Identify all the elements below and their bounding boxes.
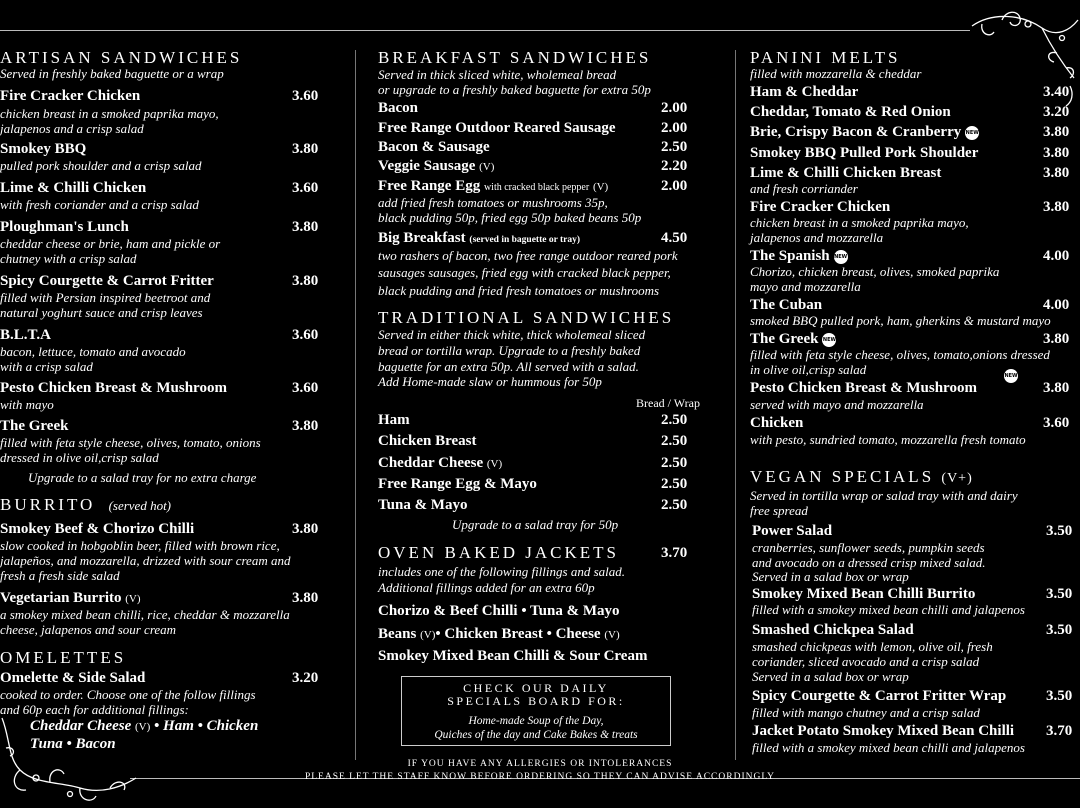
- menu-item-desc: with pesto, sundried tomato, mozzarella fresh tomato: [750, 432, 1026, 447]
- menu-item-price: 3.80: [1043, 145, 1070, 161]
- menu-item-desc: slow cooked in hobgoblin beer, filled with brown rice,: [0, 538, 280, 553]
- menu-item-name: Chicken: [750, 415, 804, 431]
- menu-item-name: Pesto Chicken Breast & Mushroom: [0, 380, 227, 396]
- top-rule: [0, 30, 970, 31]
- menu-item-desc: Served in a salad box or wrap: [752, 569, 909, 584]
- allergy-notice-line2: PLEASE LET THE STAFF KNOW BEFORE ORDERING SO THEY CAN ADVISE ACCORDINGLY: [304, 772, 776, 782]
- board-title-1: CHECK OUR DAILY: [463, 681, 609, 695]
- menu-item-name: Smokey BBQ Pulled Pork Shoulder: [750, 145, 979, 161]
- menu-item-name: Tuna & Mayo: [378, 497, 468, 513]
- menu-item-desc: cheddar cheese or brie, ham and pickle or: [0, 236, 221, 251]
- menu-item-desc: black pudding and fried fresh tomatoes or mushrooms: [378, 283, 660, 298]
- breakfast-title: BREAKFAST SANDWICHES: [378, 48, 652, 67]
- menu-item-desc: jalapenos and a crisp salad: [0, 121, 144, 136]
- traditional-upgrade-note: Upgrade to a salad tray for 50p: [452, 517, 619, 532]
- traditional-subtitle: bread or tortilla wrap. Upgrade to a freshly baked: [378, 343, 641, 358]
- menu-item-name-text: Free Range Egg: [378, 178, 481, 194]
- vegan-subtitle: free spread: [750, 503, 808, 518]
- menu-item-name: Spicy Courgette & Carrot Fritter Wrap: [752, 688, 1007, 704]
- menu-item-desc: cranberries, sunflower seeds, pumpkin seeds: [752, 540, 985, 555]
- menu-item-desc: natural yoghurt sauce and crisp leaves: [0, 305, 203, 320]
- breakfast-subtitle: or upgrade to a freshly baked baguette for extra 50p: [378, 82, 651, 97]
- menu-item-desc: served with mayo and mozzarella: [750, 397, 924, 412]
- column-divider-right: [735, 50, 736, 760]
- menu-item-desc: filled with mango chutney and a crisp salad: [752, 705, 980, 720]
- menu-item-name: Chicken Breast: [378, 433, 477, 449]
- menu-item-price: 3.20: [292, 670, 319, 686]
- menu-item-desc: chicken breast in a smoked paprika mayo,: [0, 106, 219, 121]
- menu-item-desc: in olive oil,crisp salad: [750, 362, 867, 377]
- menu-item-desc: pulled pork shoulder and a crisp salad: [0, 158, 202, 173]
- menu-item-desc: with mayo: [0, 397, 54, 412]
- menu-item-name: Smokey Mixed Bean Chilli Burrito: [752, 586, 976, 602]
- menu-item-name: Bacon: [378, 100, 419, 116]
- menu-item-name: Bacon & Sausage: [378, 139, 490, 155]
- menu-item-price: 2.50: [661, 139, 688, 155]
- menu-item-price: 4.00: [1043, 248, 1070, 264]
- panini-title: PANINI MELTS: [750, 48, 901, 67]
- menu-item-name: Smokey BBQ: [0, 141, 87, 157]
- menu-item-name: B.L.T.A: [0, 327, 51, 343]
- menu-item-name: [750, 248, 848, 265]
- menu-item-name: [378, 178, 608, 196]
- menu-item-desc: jalapeños, and mozzarella, drizzed with sour cream and: [0, 553, 291, 568]
- column-divider-left: [355, 50, 356, 760]
- new-badge-icon: NEW: [965, 126, 979, 140]
- menu-item-desc: and avocado on a dressed crisp mixed salad.: [752, 555, 986, 570]
- menu-item-name-text: Vegetarian Burrito: [0, 590, 122, 606]
- veg-tag: (V): [125, 593, 141, 605]
- menu-item-price: 2.50: [661, 455, 688, 471]
- artisan-upgrade-note: Upgrade to a salad tray for no extra charge: [28, 470, 257, 485]
- menu-item-price: 3.50: [1046, 622, 1073, 638]
- menu-item-name: The Cuban: [750, 297, 823, 313]
- veg-tag: (V): [420, 629, 436, 641]
- menu-item-price: 3.50: [1046, 688, 1073, 704]
- menu-item-name: Power Salad: [752, 523, 833, 539]
- jackets-title: OVEN BAKED JACKETS: [378, 543, 619, 562]
- traditional-subtitle: Served in either thick white, thick wholemeal sliced: [378, 327, 646, 342]
- board-line-1: Home-made Soup of the Day,: [468, 715, 604, 727]
- menu-item-price: 2.00: [661, 100, 688, 116]
- menu-item-desc: filled with a smokey mixed bean chilli and jalapenos: [752, 740, 1025, 755]
- burrito-note: (served hot): [108, 498, 172, 513]
- menu-item-price: 3.80: [292, 521, 319, 537]
- vegan-title: [750, 467, 973, 487]
- veg-tag: (V): [135, 721, 151, 733]
- veg-tag: (V): [486, 458, 503, 470]
- menu-item-name-text: The Greek: [750, 331, 819, 347]
- menu-item-name: [378, 230, 580, 249]
- board-line-2: Quiches of the day and Cake Bakes & treats: [434, 729, 638, 741]
- menu-item-desc: with fresh coriander and a crisp salad: [0, 197, 199, 212]
- menu-item-name: Lime & Chilli Chicken: [0, 180, 147, 196]
- filling-text: Beans: [378, 626, 417, 642]
- menu-item-price: 3.50: [1046, 523, 1073, 539]
- menu-item-name-text: The Spanish: [750, 248, 830, 264]
- menu-item-name: Cheddar, Tomato & Red Onion: [750, 104, 951, 120]
- menu-item-name: [750, 124, 979, 141]
- menu-item-price: 3.60: [292, 327, 319, 343]
- menu-item-price: 3.80: [1043, 124, 1070, 140]
- menu-item-price: 3.80: [292, 141, 319, 157]
- menu-item-name-text: Big Breakfast: [378, 230, 466, 246]
- menu-item-name: Lime & Chilli Chicken Breast: [750, 165, 942, 181]
- filling-text: • Ham • Chicken: [154, 718, 259, 734]
- menu-item-price: 3.80: [1043, 380, 1070, 396]
- omelette-fillings-line1: [30, 718, 258, 736]
- breakfast-subtitle: Served in thick sliced white, wholemeal bread: [378, 67, 617, 82]
- menu-item-desc: filled with Persian inspired beetroot and: [0, 290, 211, 305]
- menu-item-desc: a smokey mixed bean chilli, rice, cheddar & mozzarella: [0, 607, 290, 622]
- menu-item-name: The Greek: [0, 418, 69, 434]
- jackets-subtitle: includes one of the following fillings and salad.: [378, 564, 625, 579]
- menu-item-name-text: Brie, Crispy Bacon & Cranberry: [750, 124, 962, 140]
- menu-item-desc: black pudding 50p, fried egg 50p baked beans 50p: [378, 210, 642, 225]
- veg-tag: (V): [604, 629, 620, 641]
- menu-item-desc: and fresh corriander: [750, 181, 858, 196]
- menu-item-price: 3.50: [1046, 586, 1073, 602]
- menu-item-price: 3.80: [1043, 331, 1070, 347]
- menu-item-name: Free Range Egg & Mayo: [378, 476, 537, 492]
- menu-item-name: Fire Cracker Chicken: [750, 199, 891, 215]
- menu-item-desc: Served in a salad box or wrap: [752, 669, 909, 684]
- menu-item-price: 3.70: [1046, 723, 1073, 739]
- traditional-subtitle: Add Home-made slaw or hummous for 50p: [378, 374, 602, 389]
- specials-board-box: [401, 676, 671, 746]
- menu-item-price: 3.60: [1043, 415, 1070, 431]
- bread-wrap-header: Bread / Wrap: [636, 396, 700, 410]
- menu-item-price: 3.60: [292, 180, 319, 196]
- new-badge-icon: NEW: [1004, 369, 1018, 383]
- omelettes-title: OMELETTES: [0, 648, 127, 667]
- menu-item-name: Smokey Beef & Chorizo Chilli: [0, 521, 195, 537]
- menu-item-price: 3.80: [292, 418, 319, 434]
- jackets-subtitle: Additional fillings added for an extra 60p: [378, 580, 595, 595]
- menu-item-name: [750, 331, 836, 348]
- menu-item-desc: sausages sausages, fried egg with cracked black pepper,: [378, 265, 671, 280]
- menu-item-name-text: Veggie Sausage: [378, 158, 476, 174]
- menu-item-price: 2.50: [661, 433, 688, 449]
- menu-item-desc: add fried fresh tomatoes or mushrooms 35p,: [378, 195, 608, 210]
- menu-item-desc: filled with feta style cheese, olives, tomato, onions: [0, 435, 261, 450]
- menu-item-desc: filled with a smokey mixed bean chilli and jalapenos: [752, 602, 1025, 617]
- menu-item-desc: chicken breast in a smoked paprika mayo,: [750, 215, 969, 230]
- menu-item-desc: jalapenos and mozzarella: [750, 230, 884, 245]
- menu-item-desc: bacon, lettuce, tomato and avocado: [0, 344, 186, 359]
- vegan-subtitle: Served in tortilla wrap or salad tray with and dairy: [750, 488, 1018, 503]
- burrito-title-text: BURRITO: [0, 495, 96, 514]
- menu-item-desc: two rashers of bacon, two free range outdoor reared pork: [378, 248, 678, 263]
- new-badge-icon: NEW: [822, 333, 836, 347]
- allergy-notice-line1: IF YOU HAVE ANY ALLERGIES OR INTOLERANCES: [407, 759, 673, 769]
- item-note: (served in baguette or tray): [469, 235, 581, 245]
- menu-item-price: 2.00: [661, 120, 688, 136]
- menu-item-desc: and 60p each for additional fillings:: [0, 702, 189, 717]
- menu-item-desc: with a crisp salad: [0, 359, 93, 374]
- menu-item-price: 3.60: [292, 380, 319, 396]
- menu-item-price: 4.50: [661, 230, 688, 246]
- menu-item-name: [378, 158, 494, 176]
- menu-item-name: Ham: [378, 412, 410, 428]
- traditional-subtitle: baguette for an extra 50p. All served with a salad.: [378, 359, 639, 374]
- menu-item-desc: cheese, jalapenos and sour cream: [0, 622, 177, 637]
- menu-item-name: Fire Cracker Chicken: [0, 88, 141, 104]
- menu-item-desc: coriander, sliced avocado and a crisp salad: [752, 654, 980, 669]
- vegan-tag: (V+): [941, 471, 973, 486]
- menu-item-desc: mayo and mozzarella: [750, 279, 861, 294]
- menu-item-desc: smoked BBQ pulled pork, ham, gherkins & mustard mayo: [750, 313, 1051, 328]
- menu-item-price: 2.50: [661, 497, 688, 513]
- menu-item-name: Ploughman's Lunch: [0, 219, 129, 235]
- jacket-fillings-line3: Smokey Mixed Bean Chilli & Sour Cream: [378, 648, 648, 664]
- menu-item-name-text: Cheddar Cheese: [378, 455, 484, 471]
- menu-item-price: 2.50: [661, 476, 688, 492]
- filling-text: Cheddar Cheese: [30, 718, 132, 734]
- menu-item-price: 3.80: [292, 273, 319, 289]
- menu-item-name: [0, 590, 141, 608]
- traditional-title: TRADITIONAL SANDWICHES: [378, 308, 675, 327]
- menu-item-desc: dressed in olive oil,crisp salad: [0, 450, 159, 465]
- menu-item-price: 3.60: [292, 88, 319, 104]
- menu-item-desc: filled with feta style cheese, olives, tomato,onions dressed: [750, 347, 1050, 362]
- menu-item-desc: cooked to order. Choose one of the follow fillings: [0, 687, 256, 702]
- menu-item-price: 2.20: [661, 158, 688, 174]
- omelette-fillings-line2: Tuna • Bacon: [30, 736, 116, 752]
- jackets-price: 3.70: [661, 545, 688, 561]
- artisan-subtitle: Served in freshly baked baguette or a wrap: [0, 66, 224, 81]
- menu-item-name: Pesto Chicken Breast & Mushroom: [750, 380, 977, 396]
- menu-item-name: Jacket Potato Smokey Mixed Bean Chilli: [752, 723, 1015, 739]
- filling-text: • Chicken Breast • Cheese: [435, 626, 601, 642]
- menu-item-price: 3.80: [1043, 165, 1070, 181]
- menu-item-name: Spicy Courgette & Carrot Fritter: [0, 273, 214, 289]
- menu-item-name: Smashed Chickpea Salad: [752, 622, 914, 638]
- new-badge-icon: NEW: [834, 250, 848, 264]
- item-note: with cracked black pepper: [483, 182, 590, 193]
- menu-item-price: 3.80: [292, 219, 319, 235]
- menu-item-name: Omelette & Side Salad: [0, 670, 146, 686]
- menu-item-desc: Chorizo, chicken breast, olives, smoked paprika: [750, 264, 1000, 279]
- menu-item-name: Ham & Cheddar: [750, 84, 859, 100]
- panini-subtitle: filled with mozzarella & cheddar: [750, 66, 922, 81]
- jacket-fillings-line2: [378, 626, 620, 644]
- veg-tag: (V): [592, 181, 609, 193]
- menu-item-price: 3.80: [292, 590, 319, 606]
- menu-item-price: 4.00: [1043, 297, 1070, 313]
- board-title-2: SPECIALS BOARD FOR:: [447, 694, 625, 708]
- menu-item-price: 3.80: [1043, 199, 1070, 215]
- menu-item-price: 3.40: [1043, 84, 1070, 100]
- menu-item-desc: smashed chickpeas with lemon, olive oil, fresh: [752, 639, 993, 654]
- menu-item-name: [378, 455, 502, 473]
- burrito-title: [0, 495, 171, 515]
- jacket-fillings-line1: Chorizo & Beef Chilli • Tuna & Mayo: [378, 603, 620, 619]
- menu-item-name: Free Range Outdoor Reared Sausage: [378, 120, 616, 136]
- vegan-title-text: VEGAN SPECIALS: [750, 467, 935, 486]
- menu-item-desc: chutney with a crisp salad: [0, 251, 137, 266]
- menu-item-price: 2.00: [661, 178, 688, 194]
- menu-item-desc: fresh a fresh side salad: [0, 568, 120, 583]
- menu-item-price: 3.20: [1043, 104, 1070, 120]
- menu-item-price: 2.50: [661, 412, 688, 428]
- artisan-title: ARTISAN SANDWICHES: [0, 48, 243, 67]
- veg-tag: (V): [479, 161, 495, 173]
